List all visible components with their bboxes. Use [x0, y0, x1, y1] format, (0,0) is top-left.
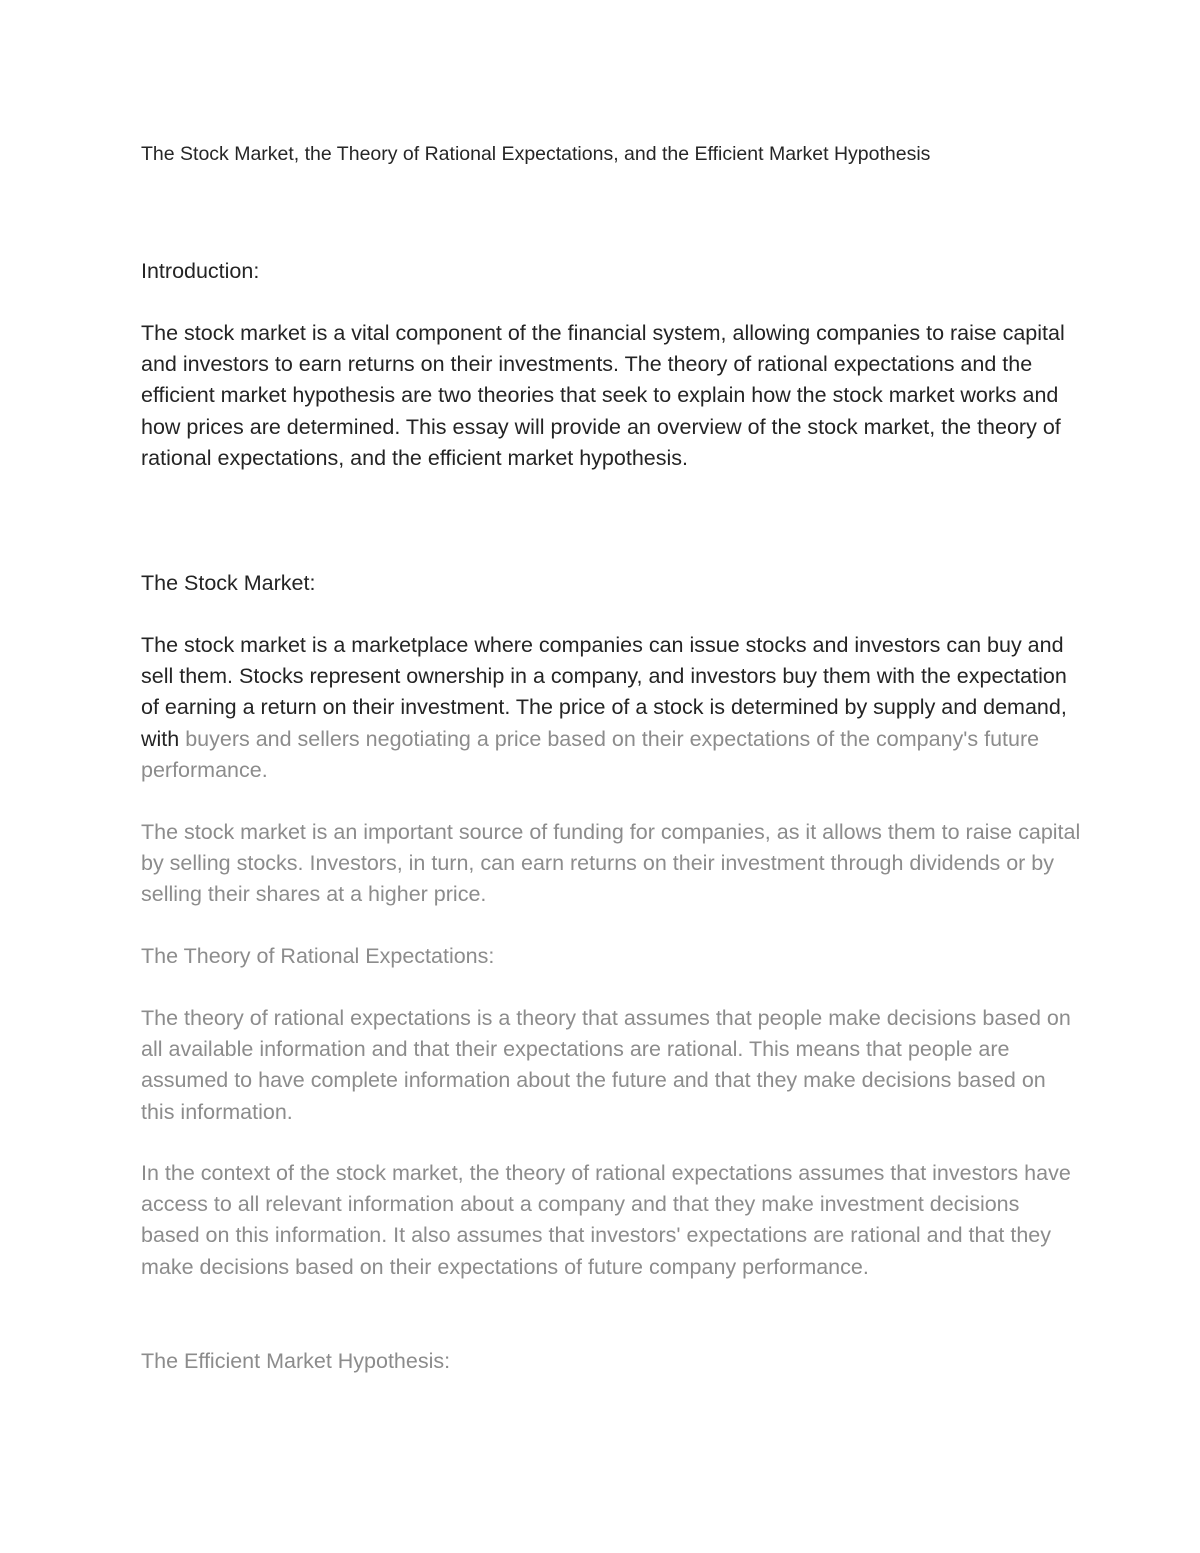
efficient-market-heading: The Efficient Market Hypothesis: [141, 1349, 451, 1373]
rational-expectations-paragraph-2: In the context of the stock market, the theory of rational expectations assumes that investors have access to all relevant information about a company and that they make investment decisions based on this information. It also assumes that investors' expectations are rational and that they make decisions based on their expectations of future company performance. [141, 1161, 1071, 1279]
stock-market-heading: The Stock Market: [141, 571, 316, 595]
stock-market-paragraph-1-visible-text: The stock market is a marketplace where companies can issue stocks and investors can buy and sell them. Stocks represent ownership in a company, and investors buy them with the expectation of earning a return on their investment. The price of a stock is determined by supply and demand, with [141, 633, 1067, 751]
introduction-paragraph: The stock market is a vital component of the financial system, allowing companies to raise capital and investors to earn returns on their investments. The theory of rational expectations and the efficient market hypothesis are two theories that seek to explain how the stock market works and how prices are determined. This essay will provide an overview of the stock market, the theory of rational expectations, and the efficient market hypothesis. [141, 321, 1065, 470]
stock-market-paragraph-1 [141, 630, 1081, 786]
rational-expectations-heading: The Theory of Rational Expectations: [141, 944, 495, 968]
introduction-heading: Introduction: [141, 259, 260, 283]
stock-market-paragraph-1-faded-text: buyers and sellers negotiating a price based on their expectations of the company's future performance. [141, 726, 1040, 782]
document-title: The Stock Market, the Theory of Rational Expectations, and the Efficient Market Hypothesis [141, 143, 931, 165]
stock-market-paragraph-2: The stock market is an important source of funding for companies, as it allows them to raise capital by selling stocks. Investors, in turn, can earn returns on their investment through dividends or by selling their shares at a higher price. [141, 820, 1081, 907]
rational-expectations-paragraph-1: The theory of rational expectations is a theory that assumes that people make decisions based on all available information and that their expectations are rational. This means that people are assumed to have complete information about the future and that they make decisions based on this information. [141, 1006, 1071, 1124]
